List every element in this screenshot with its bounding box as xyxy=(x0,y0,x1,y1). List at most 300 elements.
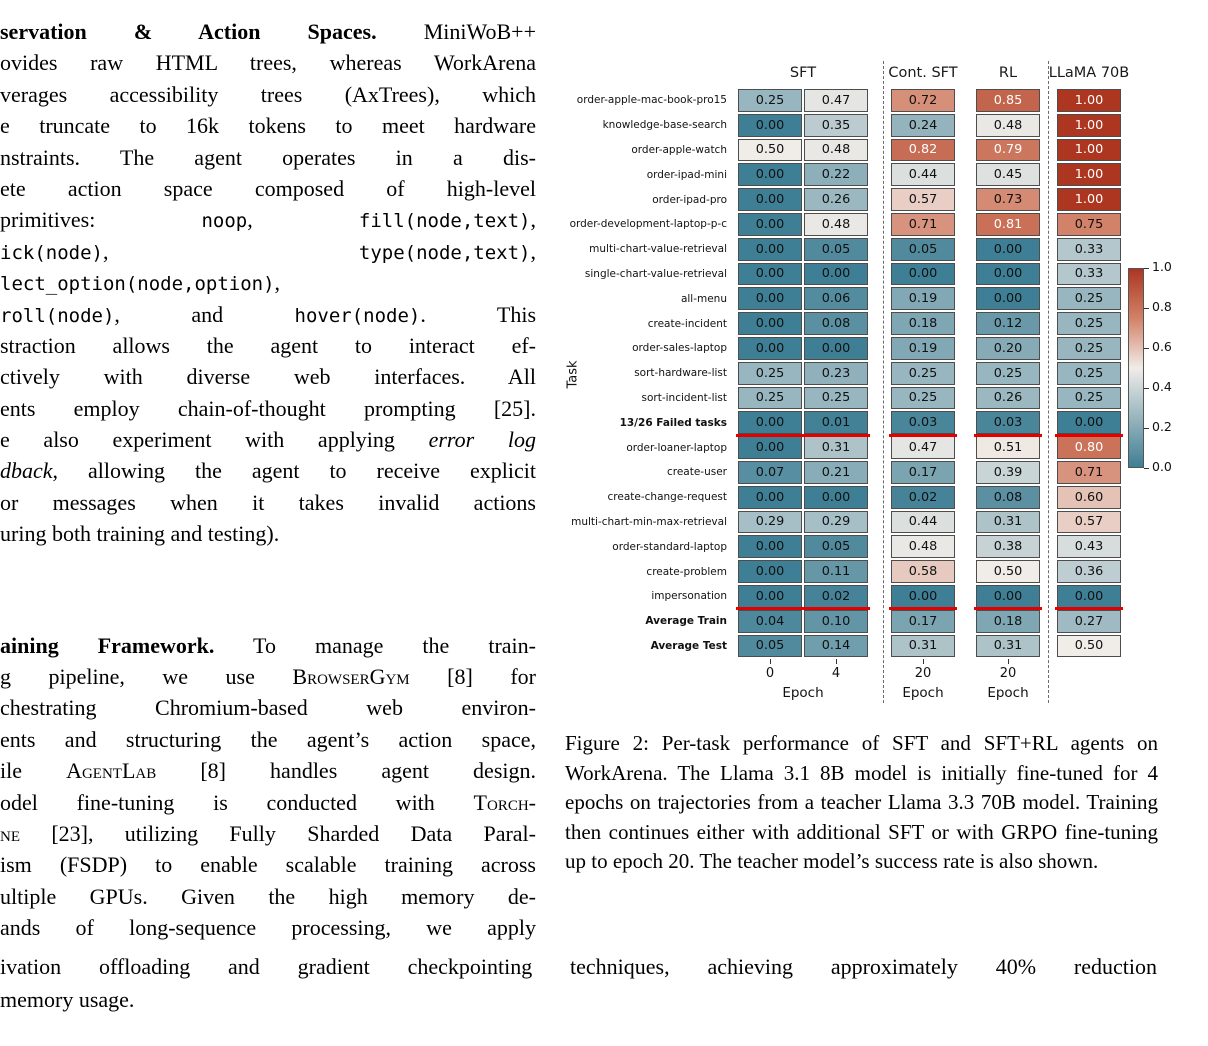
text-segment: . This xyxy=(420,301,537,327)
colorbar-tick-mark xyxy=(1144,268,1149,269)
heatmap-cell: 1.00 xyxy=(1057,89,1121,112)
text-segment: ne xyxy=(0,820,20,846)
task-label: order-development-laptop-p-c xyxy=(569,218,727,231)
heatmap-cell: 0.39 xyxy=(976,461,1040,484)
colorbar-tick-mark xyxy=(1144,308,1149,309)
heatmap-row xyxy=(1056,410,1122,435)
heatmap-cell: 1.00 xyxy=(1057,163,1121,186)
heatmap-cell: 0.21 xyxy=(804,461,868,484)
text-segment: verages accessibility trees (AxTrees), which xyxy=(0,81,536,107)
heatmap-row xyxy=(890,262,956,287)
x-tick-label: 20 xyxy=(914,666,932,681)
colorbar-tick-label: 1.0 xyxy=(1152,259,1172,274)
heatmap-row xyxy=(737,262,869,287)
text-line xyxy=(0,330,536,361)
heatmap-row xyxy=(890,187,956,212)
heatmap-row xyxy=(890,311,956,336)
x-tick-mark xyxy=(836,659,837,664)
heatmap-block-rl xyxy=(975,88,1041,658)
text-line xyxy=(0,787,536,818)
group-header-cont-sft: Cont. SFT xyxy=(888,65,958,81)
task-label-row xyxy=(565,510,735,535)
heatmap-row xyxy=(890,410,956,435)
task-label: order-ipad-pro xyxy=(652,193,727,206)
task-label-row xyxy=(565,237,735,262)
heatmap-row xyxy=(737,361,869,386)
heatmap-row xyxy=(737,212,869,237)
task-label: Average Train xyxy=(645,615,727,628)
text-segment: ete action space composed of high-level xyxy=(0,175,536,201)
heatmap-row xyxy=(737,386,869,411)
heatmap-cell: 0.75 xyxy=(1057,213,1121,236)
text-line xyxy=(0,661,536,692)
heatmap-row xyxy=(975,534,1041,559)
task-label: all-menu xyxy=(680,292,727,305)
heatmap-cell: 0.43 xyxy=(1057,535,1121,558)
heatmap-block-cont-sft xyxy=(890,88,956,658)
text-line xyxy=(0,692,536,723)
heatmap-cell: 0.00 xyxy=(738,163,802,186)
text-line xyxy=(0,110,536,141)
colorbar-tick-mark xyxy=(1144,388,1149,389)
heatmap-row xyxy=(890,162,956,187)
heatmap-cell: 0.05 xyxy=(804,238,868,261)
heatmap-cell: 0.35 xyxy=(804,114,868,137)
text-segment: [8] for xyxy=(409,664,536,690)
heatmap-row xyxy=(975,113,1041,138)
heatmap-row xyxy=(737,584,869,609)
heatmap-row xyxy=(975,361,1041,386)
heatmap-cell: 0.08 xyxy=(804,312,868,335)
heatmap-row xyxy=(890,609,956,634)
heatmap-cell: 0.19 xyxy=(891,337,955,360)
heatmap-cell: 0.57 xyxy=(891,188,955,211)
text-segment: ands of long-sequence processing, we apply xyxy=(0,915,536,941)
heatmap-cell: 0.25 xyxy=(1057,362,1121,385)
group-separator-dashed-line xyxy=(1048,61,1049,703)
colorbar-tick-mark xyxy=(1144,468,1149,469)
heatmap-cell: 0.00 xyxy=(738,411,802,434)
heatmap-cell: 0.17 xyxy=(891,461,955,484)
heatmap-cell: 0.07 xyxy=(738,461,802,484)
heatmap-row xyxy=(1056,262,1122,287)
text-line xyxy=(0,142,536,173)
task-label-row xyxy=(565,386,735,411)
heatmap-row xyxy=(1056,113,1122,138)
heatmap-cell: 0.18 xyxy=(891,312,955,335)
task-label-row xyxy=(565,88,735,113)
failed-tasks-separator-line xyxy=(889,607,957,610)
text-line xyxy=(0,79,536,110)
heatmap-row xyxy=(1056,187,1122,212)
task-label: order-standard-laptop xyxy=(612,540,727,553)
heatmap-row xyxy=(1056,510,1122,535)
heatmap-block-sft xyxy=(737,88,869,658)
text-segment: aining Framework. xyxy=(0,632,215,658)
text-line xyxy=(0,173,536,204)
heatmap-block-llama-70b xyxy=(1056,88,1122,658)
heatmap-cell: 0.33 xyxy=(1057,238,1121,261)
heatmap-cell: 0.19 xyxy=(891,287,955,310)
heatmap-cell: 0.73 xyxy=(976,188,1040,211)
task-label: single-chart-value-retrieval xyxy=(584,267,727,280)
heatmap-cell: 0.25 xyxy=(804,387,868,410)
heatmap-cell: 0.06 xyxy=(804,287,868,310)
heatmap-row xyxy=(890,212,956,237)
heatmap-row xyxy=(737,162,869,187)
heatmap-row xyxy=(890,88,956,113)
task-label-row xyxy=(565,559,735,584)
colorbar-tick-label: 0.8 xyxy=(1152,299,1172,314)
heatmap-cell: 0.01 xyxy=(804,411,868,434)
heatmap-row xyxy=(737,435,869,460)
text-segment: ovides raw HTML trees, whereas WorkArena xyxy=(0,50,536,76)
heatmap-cell: 0.22 xyxy=(804,163,868,186)
text-line xyxy=(0,518,536,549)
text-line xyxy=(0,912,536,943)
task-label: order-apple-watch xyxy=(631,143,727,156)
heatmap-row xyxy=(975,286,1041,311)
heatmap-row xyxy=(890,485,956,510)
heatmap-cell: 0.05 xyxy=(891,238,955,261)
task-label: impersonation xyxy=(651,590,727,603)
heatmap-cell: 0.17 xyxy=(891,610,955,633)
heatmap-cell: 0.20 xyxy=(976,337,1040,360)
heatmap-row xyxy=(975,88,1041,113)
heatmap-row xyxy=(890,634,956,659)
text-line xyxy=(0,361,536,392)
heatmap-row xyxy=(890,559,956,584)
task-label: sort-incident-list xyxy=(641,391,727,404)
heatmap-cell: 0.00 xyxy=(976,238,1040,261)
heatmap-cell: 0.00 xyxy=(976,263,1040,286)
text-segment: or messages when it takes invalid actions xyxy=(0,489,536,515)
group-header-llama-70b: LLaMA 70B xyxy=(1048,65,1130,81)
text-segment: lect_option(node,option) xyxy=(0,273,275,296)
heatmap-cell: 0.00 xyxy=(738,287,802,310)
text-segment: straction allows the agent to interact ef- xyxy=(0,332,536,358)
task-label-row xyxy=(565,138,735,163)
heatmap-cell: 0.25 xyxy=(1057,312,1121,335)
heatmap-cell: 0.81 xyxy=(976,213,1040,236)
text-segment: memory usage. xyxy=(0,987,135,1012)
heatmap-cell: 0.48 xyxy=(976,114,1040,137)
text-line xyxy=(0,455,536,486)
text-line xyxy=(0,630,536,661)
heatmap-cell: 0.57 xyxy=(1057,511,1121,534)
heatmap-row xyxy=(975,460,1041,485)
task-label-row xyxy=(565,311,735,336)
heatmap-cell: 0.25 xyxy=(1057,337,1121,360)
heatmap-cell: 1.00 xyxy=(1057,139,1121,162)
task-label: create-incident xyxy=(647,317,727,330)
heatmap-cell: 1.00 xyxy=(1057,114,1121,137)
heatmap-row xyxy=(975,435,1041,460)
colorbar-tick-label: 0.0 xyxy=(1152,459,1172,474)
task-label: create-user xyxy=(666,466,727,479)
heatmap-cell: 0.05 xyxy=(738,635,802,658)
text-segment: g pipeline, we use xyxy=(0,664,293,690)
heatmap-cell: 0.00 xyxy=(1057,585,1121,608)
heatmap-row xyxy=(890,386,956,411)
heatmap-cell: 0.44 xyxy=(891,511,955,534)
heatmap-row xyxy=(1056,286,1122,311)
task-label-row xyxy=(565,286,735,311)
text-segment: error log xyxy=(428,427,537,453)
colorbar-tick-mark xyxy=(1144,428,1149,429)
heatmap-cell: 0.12 xyxy=(976,312,1040,335)
heatmap-cell: 0.26 xyxy=(804,188,868,211)
text-segment: roll(node) xyxy=(0,304,115,327)
heatmap-cell: 1.00 xyxy=(1057,188,1121,211)
text-segment: type(node,text) xyxy=(358,241,531,264)
heatmap-cell: 0.31 xyxy=(976,511,1040,534)
heatmap-row xyxy=(975,262,1041,287)
heatmap-row xyxy=(737,410,869,435)
heatmap-cell: 0.00 xyxy=(976,585,1040,608)
task-label: order-loaner-laptop xyxy=(626,441,727,454)
heatmap-cell: 0.47 xyxy=(891,436,955,459)
colorbar-tick-mark xyxy=(1144,348,1149,349)
heatmap-cell: 0.00 xyxy=(976,287,1040,310)
colorbar-tick-label: 0.2 xyxy=(1152,419,1172,434)
colorbar-tick-label: 0.4 xyxy=(1152,379,1172,394)
text-segment: uring both training and testing). xyxy=(0,521,280,547)
text-line xyxy=(0,950,1157,983)
text-segment: ents and structuring the agent’s action space, xyxy=(0,726,536,752)
heatmap-row xyxy=(737,138,869,163)
heatmap-cell: 0.04 xyxy=(738,610,802,633)
heatmap-cell: 0.00 xyxy=(738,213,802,236)
heatmap-row xyxy=(1056,609,1122,634)
text-line xyxy=(0,755,536,786)
text-segment: [23], utilizing Fully Sharded Data Paral- xyxy=(20,820,536,846)
text-segment: Torch- xyxy=(473,789,536,815)
figure-caption: Figure 2: Per-task performance of SFT and SFT+RL agents on WorkArena. The Llama 3.1 8B model is initially fine-tuned for 4 epochs on trajectories from a teacher Llama 3.3 70B model. Training then continues either with additional SFT or with GRPO fine-tuning up to epoch 20. The teacher model’s success rate is also shown. xyxy=(565,731,1158,873)
heatmap-row xyxy=(737,113,869,138)
heatmap-row xyxy=(890,336,956,361)
heatmap-row xyxy=(975,138,1041,163)
heatmap-cell: 0.02 xyxy=(891,486,955,509)
task-label: order-ipad-mini xyxy=(646,168,727,181)
heatmap-row xyxy=(1056,386,1122,411)
group-header-rl: RL xyxy=(998,65,1018,81)
task-label-row xyxy=(565,460,735,485)
heatmap-row xyxy=(1056,559,1122,584)
heatmap-cell: 0.25 xyxy=(976,362,1040,385)
heatmap-row xyxy=(1056,237,1122,262)
heatmap-cell: 0.36 xyxy=(1057,560,1121,583)
colorbar-tick-label: 0.6 xyxy=(1152,339,1172,354)
heatmap-cell: 0.00 xyxy=(891,263,955,286)
text-segment: AgentLab xyxy=(66,758,157,784)
x-tick-mark xyxy=(1008,659,1009,664)
text-segment: , allowing the agent to receive explicit xyxy=(52,458,536,484)
text-segment: [8] handles agent design. xyxy=(156,758,536,784)
text-segment: , xyxy=(530,238,536,264)
text-line xyxy=(0,267,536,298)
heatmap-row xyxy=(975,609,1041,634)
bottom-text-block xyxy=(0,950,1157,1016)
x-tick-label: 0 xyxy=(765,666,775,681)
task-label-row xyxy=(565,534,735,559)
heatmap-row xyxy=(737,559,869,584)
text-line xyxy=(0,881,536,912)
heatmap-cell: 0.00 xyxy=(738,238,802,261)
heatmap-cell: 0.58 xyxy=(891,560,955,583)
task-label: create-change-request xyxy=(607,491,727,504)
heatmap-cell: 0.25 xyxy=(891,387,955,410)
heatmap-row xyxy=(737,311,869,336)
heatmap-cell: 0.00 xyxy=(738,436,802,459)
heatmap-cell: 0.25 xyxy=(891,362,955,385)
text-segment: , xyxy=(102,238,359,264)
heatmap-cell: 0.00 xyxy=(738,188,802,211)
heatmap-row xyxy=(975,187,1041,212)
failed-tasks-separator-line xyxy=(974,607,1042,610)
task-label-row xyxy=(565,336,735,361)
x-axis-label: Epoch xyxy=(987,685,1029,701)
task-label-row xyxy=(565,609,735,634)
text-segment: fill(node,text) xyxy=(358,210,531,233)
text-segment: servation & Action Spaces. xyxy=(0,19,377,44)
y-axis-label: Task xyxy=(565,360,581,389)
heatmap-cell: 0.23 xyxy=(804,362,868,385)
heatmap-row xyxy=(1056,336,1122,361)
heatmap-cell: 0.72 xyxy=(891,89,955,112)
heatmap-cell: 0.29 xyxy=(738,511,802,534)
heatmap-cell: 0.11 xyxy=(804,560,868,583)
heatmap-cell: 0.00 xyxy=(738,535,802,558)
text-line xyxy=(0,204,536,235)
task-label: sort-hardware-list xyxy=(634,367,727,380)
heatmap-cell: 0.79 xyxy=(976,139,1040,162)
task-label: order-apple-mac-book-pro15 xyxy=(576,94,727,107)
task-label: order-sales-laptop xyxy=(632,342,727,355)
heatmap-cell: 0.33 xyxy=(1057,263,1121,286)
heatmap-cell: 0.71 xyxy=(1057,461,1121,484)
heatmap-row xyxy=(975,386,1041,411)
text-line xyxy=(0,487,536,518)
heatmap-cell: 0.00 xyxy=(1057,411,1121,434)
task-label-row xyxy=(565,187,735,212)
heatmap-cell: 0.31 xyxy=(976,635,1040,658)
heatmap-cell: 0.50 xyxy=(976,560,1040,583)
heatmap-row xyxy=(975,510,1041,535)
task-label-row xyxy=(565,634,735,659)
heatmap-cell: 0.48 xyxy=(891,535,955,558)
heatmap-cell: 0.44 xyxy=(891,163,955,186)
heatmap-row xyxy=(737,460,869,485)
text-segment: e also experiment with applying xyxy=(0,427,429,453)
heatmap-cell: 0.50 xyxy=(1057,635,1121,658)
heatmap-row xyxy=(1056,162,1122,187)
heatmap-row xyxy=(1056,138,1122,163)
heatmap-row xyxy=(1056,88,1122,113)
text-line xyxy=(0,393,536,424)
task-label-row xyxy=(565,162,735,187)
heatmap-row xyxy=(1056,361,1122,386)
failed-tasks-separator-line xyxy=(1055,607,1123,610)
task-label-row xyxy=(565,360,735,389)
text-segment: ick(node) xyxy=(0,241,103,264)
heatmap-cell: 0.05 xyxy=(804,535,868,558)
text-segment: ivation offloading and gradient checkpointing techniques, achieving approximately 40% reduction xyxy=(0,954,1157,979)
heatmap-cell: 0.25 xyxy=(738,387,802,410)
heatmap-row xyxy=(975,559,1041,584)
task-label: multi-chart-min-max-retrieval xyxy=(571,515,727,528)
heatmap-row xyxy=(1056,311,1122,336)
heatmap-row xyxy=(890,113,956,138)
heatmap-row xyxy=(737,609,869,634)
heatmap-row xyxy=(737,510,869,535)
text-segment: , and xyxy=(114,301,295,327)
heatmap-row xyxy=(737,485,869,510)
text-segment: ents employ chain-of-thought prompting [25]. xyxy=(0,395,536,421)
heatmap-cell: 0.31 xyxy=(891,635,955,658)
heatmap-cell: 0.31 xyxy=(804,436,868,459)
failed-tasks-separator-line xyxy=(974,434,1042,437)
text-line xyxy=(0,299,536,330)
task-label-row xyxy=(565,212,735,237)
heatmap-cell: 0.60 xyxy=(1057,486,1121,509)
text-line xyxy=(0,849,536,880)
text-segment: ctively with diverse web interfaces. All xyxy=(0,364,536,390)
heatmap-cell: 0.00 xyxy=(738,337,802,360)
heatmap-cell: 0.38 xyxy=(976,535,1040,558)
heatmap-cell: 0.25 xyxy=(738,89,802,112)
text-segment: ile xyxy=(0,758,67,784)
heatmap-row xyxy=(1056,460,1122,485)
task-label-row xyxy=(565,435,735,460)
failed-tasks-separator-line xyxy=(736,434,870,437)
text-segment: , xyxy=(530,207,536,233)
text-segment: odel fine-tuning is conducted with xyxy=(0,789,474,815)
heatmap-cell: 0.18 xyxy=(976,610,1040,633)
heatmap-row xyxy=(975,212,1041,237)
heatmap-row xyxy=(975,634,1041,659)
text-segment: ultiple GPUs. Given the high memory de- xyxy=(0,883,536,909)
heatmap-row xyxy=(890,460,956,485)
heatmap-cell: 0.29 xyxy=(804,511,868,534)
heatmap-row xyxy=(975,584,1041,609)
x-tick-mark xyxy=(770,659,771,664)
heatmap-row xyxy=(890,286,956,311)
heatmap-cell: 0.82 xyxy=(891,139,955,162)
text-segment: chestrating Chromium-based web environ- xyxy=(0,695,536,721)
heatmap-row xyxy=(1056,435,1122,460)
heatmap-cell: 0.08 xyxy=(976,486,1040,509)
task-label: multi-chart-value-retrieval xyxy=(589,243,727,256)
text-line xyxy=(0,47,536,78)
heatmap-cell: 0.48 xyxy=(804,139,868,162)
left-text-column xyxy=(0,16,536,944)
group-separator-dashed-line xyxy=(883,61,884,703)
heatmap-row xyxy=(975,485,1041,510)
text-segment: primitives: xyxy=(0,207,202,233)
task-label-row xyxy=(565,410,735,435)
heatmap-cell: 0.48 xyxy=(804,213,868,236)
heatmap-cell: 0.25 xyxy=(1057,387,1121,410)
text-line xyxy=(0,424,536,455)
heatmap-cell: 0.14 xyxy=(804,635,868,658)
heatmap-row xyxy=(1056,534,1122,559)
heatmap-row xyxy=(975,237,1041,262)
text-segment: ism (FSDP) to enable scalable training across xyxy=(0,852,536,878)
heatmap-cell: 0.00 xyxy=(738,114,802,137)
task-labels-column xyxy=(565,88,735,658)
heatmap-cell: 0.10 xyxy=(804,610,868,633)
